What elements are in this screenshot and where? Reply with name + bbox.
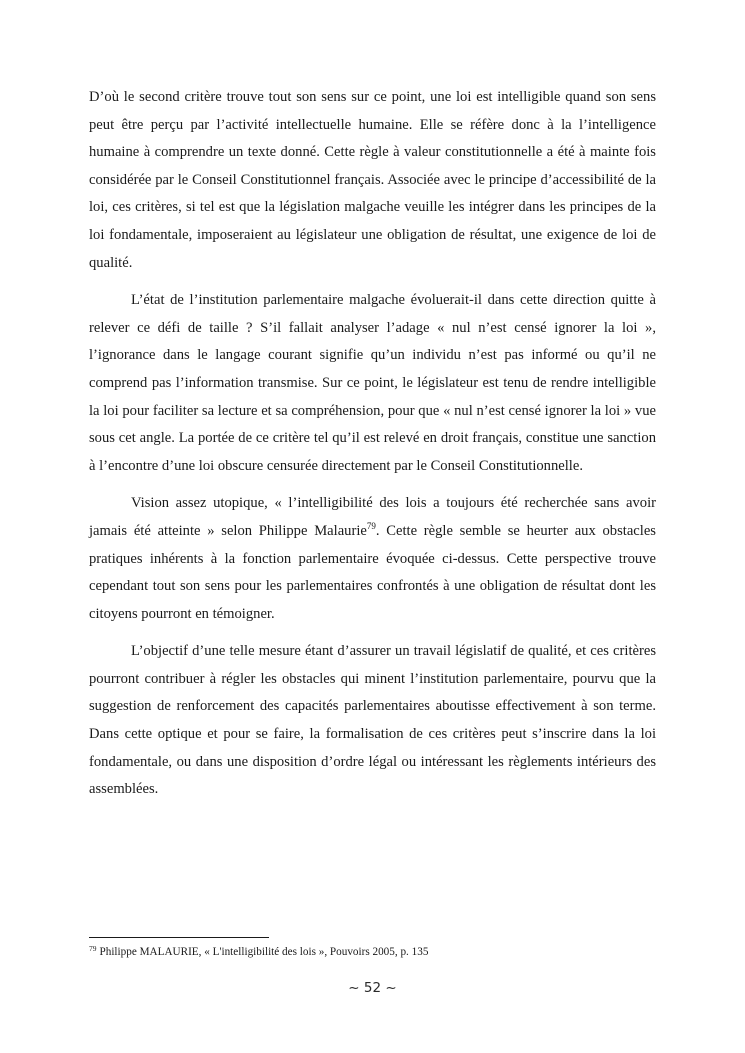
footnote-number: 79 xyxy=(89,944,97,953)
footnote-text: Philippe MALAURIE, « L'intelligibilité des lois », Pouvoirs 2005, p. 135 xyxy=(99,946,429,958)
paragraph-parliamentary-institution: L’état de l’institution parlementaire malgache évoluerait-il dans cette direction quitte à relever ce défi de taille ? S’il fallait analyser l’adage « nul n’est censé ignorer la loi », l’ignorance dans le langage courant signifie qu’un individu n’est pas informé ou qu’il ne comprend pas l’information transmise. Sur ce point, le législateur est tenu de rendre intelligible la loi pour faciliter sa lecture et sa compréhension, pour que « nul n’est censé ignorer la loi » vue sous cet angle. La portée de ce critère tel qu’il est relevé en droit français, constitue une sanction à l’encontre d’une loi obscure censurée directement par le Conseil Constitutionnelle. xyxy=(89,292,656,474)
paragraph-second-criterion: D’où le second critère trouve tout son sens sur ce point, une loi est intelligible quand son sens peut être perçu par l’activité intellectuelle humaine. Elle se réfère donc à la l’intelligence humaine à comprendre un texte donné. Cette règle à valeur constitutionnelle a été à mainte fois considérée par le Conseil Constitutionnel français. Associée avec le principe d’accessibilité de la loi, ces critères, si tel est que la législation malgache veuille les intégrer dans les principes de la loi fondamentale, imposeraient au législateur une obligation de résultat, une exigence de loi de qualité. xyxy=(89,89,656,271)
footnote-separator xyxy=(89,937,269,938)
paragraph-text-after-ref: . Cette règle semble se heurter aux obstacles pratiques inhérents à la fonction parlementaire évoquée ci-dessus. Cette perspective trouve cependant tout son sens pour les parlementaires confrontés à une obligation de résultat dont les citoyens pourront en témoigner. xyxy=(89,522,656,622)
page-body xyxy=(89,84,656,814)
footnote-reference[interactable]: 79 xyxy=(366,520,376,531)
page-number: ~ 52 ~ xyxy=(348,980,397,996)
paragraph-utopian-vision xyxy=(89,490,656,628)
footnote xyxy=(89,945,656,959)
paragraph-text-before-ref: Vision assez utopique, « l’intelligibilité des lois a toujours été recherchée sans avoir jamais été atteinte » selon Philippe Malaurie xyxy=(89,495,656,539)
paragraph-objective: L’objectif d’une telle mesure étant d’assurer un travail législatif de qualité, et ces critères pourront contribuer à régler les obstacles qui minent l’institution parlementaire, pourvu que la suggestion de renforcement des capacités parlementaires aboutisse effectivement à son terme. Dans cette optique et pour se faire, la formalisation de ces critères peut s’inscrire dans la loi fondamentale, ou dans une disposition d’ordre légal ou intéressant les règlements intérieurs des assemblées. xyxy=(89,643,656,798)
